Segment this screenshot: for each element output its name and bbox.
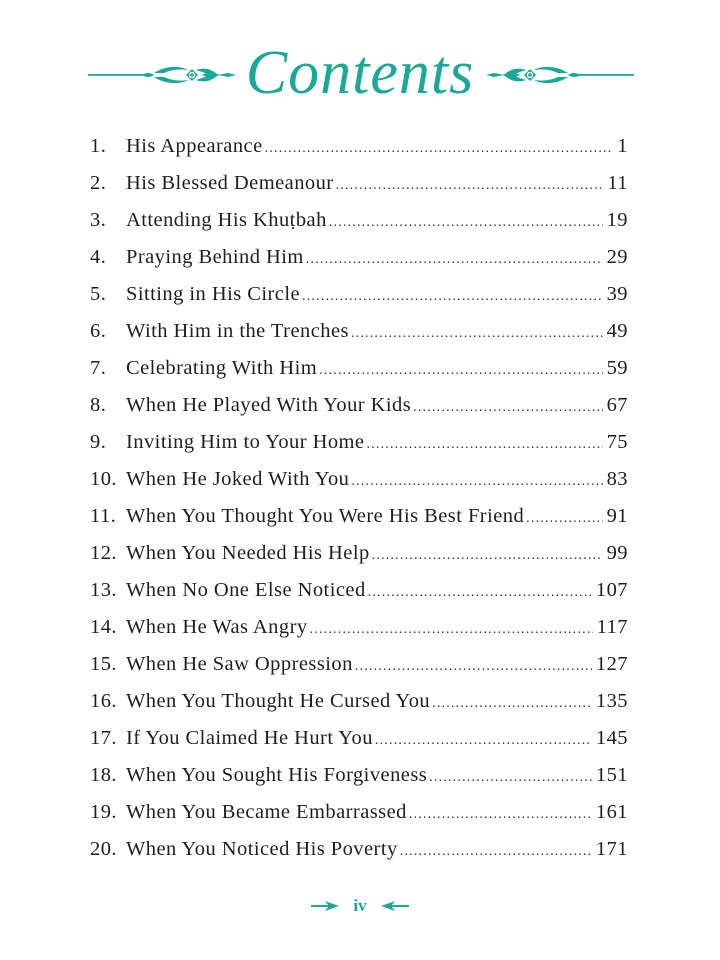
toc-entry-number: 14. <box>90 616 117 638</box>
toc-entry-number: 16. <box>90 690 117 712</box>
toc-entry-page: 67 <box>606 394 628 416</box>
toc-entry-number: 18. <box>90 764 117 786</box>
toc-entry-title: His Blessed Demeanour <box>126 172 334 194</box>
arrow-left-ornament-icon <box>379 901 409 911</box>
dot-leader <box>372 539 603 572</box>
toc-entry-number: 11. <box>90 505 117 527</box>
dot-leader <box>336 169 604 202</box>
dot-leader <box>368 576 592 609</box>
toc-entry-page: 75 <box>606 431 628 453</box>
toc-entry-number: 17. <box>90 727 117 749</box>
toc-entry[interactable] <box>90 648 628 685</box>
dot-leader <box>375 724 592 757</box>
toc-entry-number: 2. <box>90 172 107 194</box>
toc-entry-title: When You Noticed His Poverty <box>126 838 398 860</box>
toc-entry-title: When You Thought He Cursed You <box>126 690 431 712</box>
dot-leader <box>351 465 602 498</box>
flourish-ornament-icon <box>482 64 634 86</box>
toc-entry-page: 39 <box>606 283 628 305</box>
dot-leader <box>413 391 602 424</box>
toc-entry[interactable] <box>90 463 628 500</box>
dot-leader <box>265 132 614 165</box>
toc-entry-title: Inviting Him to Your Home <box>126 431 365 453</box>
toc-entry-title: With Him in the Trenches <box>126 320 349 342</box>
toc-entry-number: 7. <box>90 357 107 379</box>
page-footer <box>0 894 720 918</box>
dot-leader <box>351 317 603 350</box>
dot-leader <box>310 613 593 646</box>
dot-leader <box>366 428 602 461</box>
page-title: Contents <box>245 39 475 107</box>
toc-entry-number: 5. <box>90 283 107 305</box>
toc-entry-number: 20. <box>90 838 117 860</box>
toc-entry-title: When No One Else Noticed <box>126 579 366 601</box>
toc-entry-title: When You Sought His Forgiveness <box>126 764 428 786</box>
page-number: iv <box>353 896 367 915</box>
dot-leader <box>302 280 603 313</box>
toc-entry-number: 8. <box>90 394 107 416</box>
toc-entry-page: 107 <box>595 579 628 601</box>
dot-leader <box>355 650 592 683</box>
page-header <box>0 36 720 116</box>
toc-entry-page: 145 <box>595 727 628 749</box>
dot-leader <box>319 354 602 387</box>
toc-entry-page: 83 <box>606 468 628 490</box>
toc-entry-page: 127 <box>595 653 628 675</box>
dot-leader <box>306 243 603 276</box>
toc-entry-title: When He Was Angry <box>126 616 308 638</box>
toc-entry-page: 151 <box>595 764 628 786</box>
toc-entry[interactable] <box>90 833 628 870</box>
toc-entry-page: 11 <box>607 172 628 194</box>
toc-entry-number: 13. <box>90 579 117 601</box>
toc-entry-page: 171 <box>595 838 628 860</box>
toc-entry-page: 135 <box>595 690 628 712</box>
toc-entry[interactable] <box>90 685 628 722</box>
toc-entry-number: 1. <box>90 135 107 157</box>
dot-leader <box>432 687 592 720</box>
toc-entry-page: 49 <box>606 320 628 342</box>
toc-entry-title: When You Became Embarrassed <box>126 801 407 823</box>
toc-entry-title: When You Thought You Were His Best Friend <box>126 505 525 527</box>
dot-leader <box>329 206 603 239</box>
toc-entry-title: Attending His Khuṭbah <box>126 209 327 231</box>
toc-entry-page: 161 <box>595 801 628 823</box>
dot-leader <box>429 761 592 794</box>
toc-entry-number: 4. <box>90 246 107 268</box>
toc-entry-title: His Appearance <box>126 135 263 157</box>
toc-entry-title: Sitting in His Circle <box>126 283 301 305</box>
toc-entry-page: 99 <box>606 542 628 564</box>
arrow-right-ornament-icon <box>311 901 341 911</box>
toc-entry[interactable] <box>90 130 628 167</box>
toc-entry[interactable] <box>90 167 628 204</box>
toc-entry-number: 9. <box>90 431 107 453</box>
toc-entry-title: Praying Behind Him <box>126 246 304 268</box>
toc-entry-title: When He Joked With You <box>126 468 350 490</box>
toc-entry[interactable] <box>90 574 628 611</box>
toc-entry[interactable] <box>90 611 628 648</box>
toc-entry-title: If You Claimed He Hurt You <box>126 727 373 749</box>
dot-leader <box>409 798 592 831</box>
toc-entry[interactable] <box>90 537 628 574</box>
toc-entry-number: 3. <box>90 209 107 231</box>
toc-entry[interactable] <box>90 796 628 833</box>
toc-entry-page: 1 <box>617 135 628 157</box>
table-of-contents <box>90 130 628 870</box>
toc-entry[interactable] <box>90 278 628 315</box>
toc-entry-title: Celebrating With Him <box>126 357 318 379</box>
toc-entry[interactable] <box>90 204 628 241</box>
toc-entry[interactable] <box>90 389 628 426</box>
toc-entry[interactable] <box>90 722 628 759</box>
toc-entry-page: 29 <box>606 246 628 268</box>
toc-entry-page: 117 <box>596 616 628 638</box>
toc-entry-page: 59 <box>606 357 628 379</box>
toc-entry-title: When You Needed His Help <box>126 542 370 564</box>
toc-entry-number: 6. <box>90 320 107 342</box>
dot-leader <box>526 502 602 535</box>
toc-entry[interactable] <box>90 315 628 352</box>
toc-entry-number: 19. <box>90 801 117 823</box>
toc-entry[interactable] <box>90 759 628 796</box>
toc-entry[interactable] <box>90 500 628 537</box>
toc-entry[interactable] <box>90 426 628 463</box>
toc-entry-page: 91 <box>606 505 628 527</box>
toc-entry-title: When He Saw Oppression <box>126 653 353 675</box>
toc-entry-number: 10. <box>90 468 117 490</box>
toc-entry[interactable] <box>90 352 628 389</box>
dot-leader <box>400 835 592 868</box>
toc-entry[interactable] <box>90 241 628 278</box>
toc-entry-number: 15. <box>90 653 117 675</box>
toc-entry-title: When He Played With Your Kids <box>126 394 412 416</box>
toc-entry-page: 19 <box>606 209 628 231</box>
toc-entry-number: 12. <box>90 542 117 564</box>
